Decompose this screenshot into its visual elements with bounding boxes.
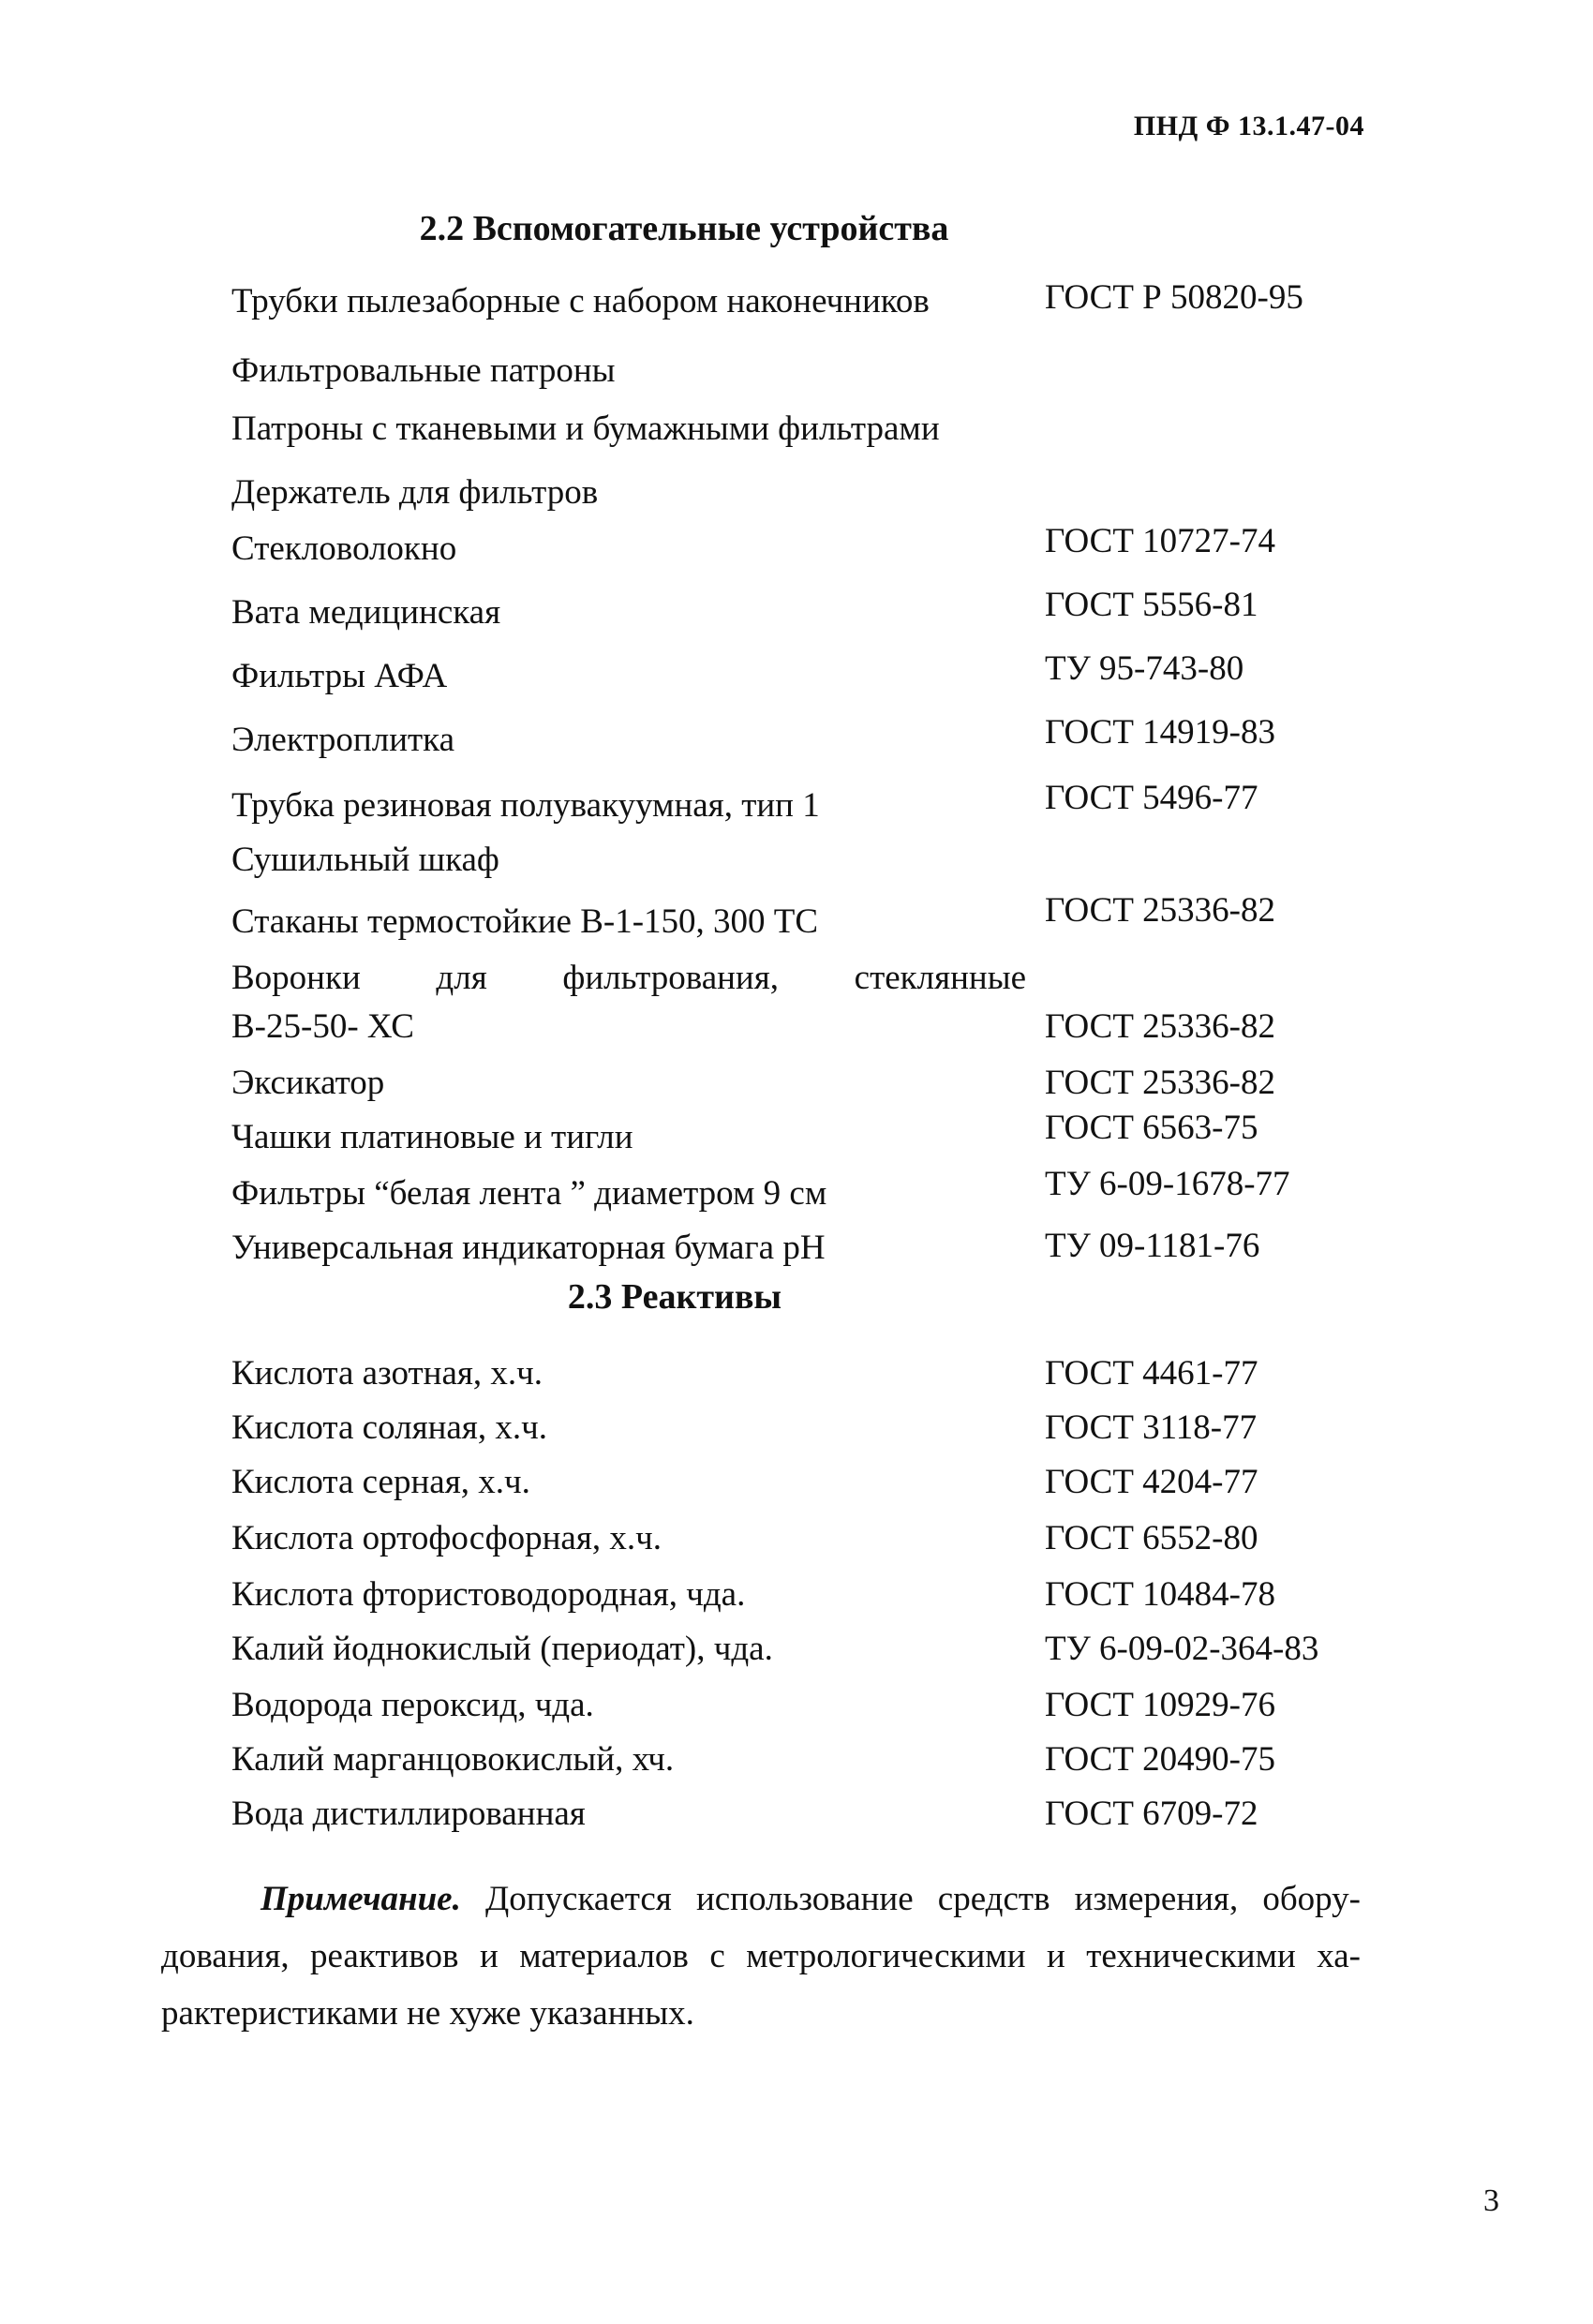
item-standard: ГОСТ 6552-80 (1045, 1519, 1258, 1557)
note-label: Примечание. (261, 1880, 461, 1918)
item-name: Водорода пероксид, чда. (231, 1686, 594, 1724)
list-item (231, 278, 1375, 322)
page-number: 3 (1483, 2183, 1499, 2218)
note-line (161, 1870, 1361, 1928)
list-item (231, 649, 1375, 697)
list-item (231, 779, 1375, 827)
item-name: Патроны с тканевыми и бумажными фильтрами (231, 410, 940, 448)
item-standard: ГОСТ 10727-74 (1045, 522, 1275, 560)
list-item (231, 1794, 1375, 1835)
item-standard: ТУ 6-09-02-364-83 (1045, 1630, 1319, 1668)
word: фильтрования, (562, 959, 779, 997)
section-title-auxiliary-devices: 2.2 Вспомогательные устройства (419, 209, 949, 248)
item-name: Электроплитка (231, 721, 455, 759)
item-standard: ГОСТ 25336-82 (1045, 891, 1275, 930)
note-line: рактеристиками не хуже указанных. (161, 1994, 694, 2033)
item-standard: ГОСТ Р 50820-95 (1045, 278, 1303, 317)
item-name: Вода дистиллированная (231, 1795, 586, 1833)
item-standard: ГОСТ 5496-77 (1045, 779, 1258, 817)
document-code: ПНД Ф 13.1.47-04 (1133, 111, 1364, 142)
list-item (231, 1629, 1375, 1670)
item-name: Держатель для фильтров (231, 473, 599, 512)
item-name: Кислота фтористоводородная, чда. (231, 1575, 746, 1614)
item-standard: ГОСТ 4461-77 (1045, 1354, 1258, 1393)
item-name-line-1 (231, 958, 1026, 998)
list-item (231, 1063, 1375, 1104)
item-name: Сушильный шкаф (231, 841, 499, 879)
list-item (231, 1685, 1375, 1726)
list-item (231, 522, 1375, 570)
item-standard: ТУ 95-743-80 (1045, 649, 1244, 688)
list-item (231, 1109, 1375, 1158)
list-item (231, 891, 1375, 943)
list-item (231, 1353, 1375, 1394)
item-standard: ТУ 09-1181-76 (1045, 1227, 1260, 1265)
list-item (231, 586, 1375, 633)
item-name-line-2: В-25-50- ХС (231, 1007, 414, 1046)
item-standard: ГОСТ 14919-83 (1045, 713, 1275, 752)
item-standard: ГОСТ 3118-77 (1045, 1408, 1258, 1447)
item-name: Эксикатор (231, 1064, 385, 1102)
list-item (231, 409, 1375, 450)
note-line: дования, реактивов и материалов с метрологическими и техническими ха- (161, 1937, 1361, 1975)
item-name: Вата медицинская (231, 593, 501, 632)
item-name: Калий марганцовокислый, хч. (231, 1740, 675, 1779)
item-name: Универсальная индикаторная бумага рН (231, 1229, 826, 1267)
item-standard: ГОСТ 10929-76 (1045, 1686, 1275, 1724)
list-item (231, 1518, 1375, 1559)
list-item (231, 1408, 1375, 1449)
list-item (231, 350, 1375, 392)
list-item (231, 713, 1375, 761)
list-item (231, 1574, 1375, 1616)
list-item (231, 1739, 1375, 1780)
list-item (231, 840, 1375, 881)
item-standard: ГОСТ 6563-75 (1045, 1109, 1258, 1147)
item-standard: ГОСТ 25336-82 (1045, 1064, 1275, 1102)
item-name: Кислота соляная, х.ч. (231, 1408, 547, 1447)
item-name: Калий йоднокислый (периодат), чда. (231, 1630, 773, 1668)
item-name: Трубки пылезаборные с набором наконечников (231, 282, 930, 320)
section-title-reagents: 2.3 Реактивы (567, 1277, 782, 1317)
note-text: Допускается использование средств измерения, обору- (485, 1880, 1362, 1918)
word: Воронки (231, 959, 361, 997)
list-item (231, 1462, 1375, 1503)
item-name: Фильтры “белая лента ” диаметром 9 см (231, 1174, 827, 1213)
item-standard: ГОСТ 25336-82 (1045, 1007, 1275, 1046)
item-name: Трубка резиновая полувакуумная, тип 1 (231, 786, 820, 825)
item-standard: ГОСТ 20490-75 (1045, 1740, 1275, 1779)
item-name: Стекловолокно (231, 529, 457, 568)
word: стеклянные (854, 959, 1027, 997)
list-item (231, 1228, 1375, 1269)
word: для (436, 959, 487, 997)
item-name: Стаканы термостойкие В-1-150, 300 ТС (231, 902, 819, 941)
list-item (231, 1006, 1375, 1048)
item-name: Кислота азотная, х.ч. (231, 1354, 543, 1393)
item-standard: ГОСТ 5556-81 (1045, 586, 1258, 624)
item-standard: ТУ 6-09-1678-77 (1045, 1165, 1290, 1203)
item-standard: ГОСТ 6709-72 (1045, 1795, 1258, 1833)
item-name: Кислота ортофосфорная, х.ч. (231, 1519, 662, 1557)
item-standard: ГОСТ 4204-77 (1045, 1463, 1258, 1501)
item-name: Фильтры АФА (231, 657, 448, 695)
list-item (231, 1165, 1375, 1214)
list-item (231, 472, 1375, 514)
item-name: Чашки платиновые и тигли (231, 1118, 633, 1156)
item-name: Фильтровальные патроны (231, 351, 616, 390)
note-paragraph (161, 1870, 1361, 2042)
item-standard: ГОСТ 10484-78 (1045, 1575, 1275, 1614)
item-name: Кислота серная, х.ч. (231, 1463, 530, 1501)
